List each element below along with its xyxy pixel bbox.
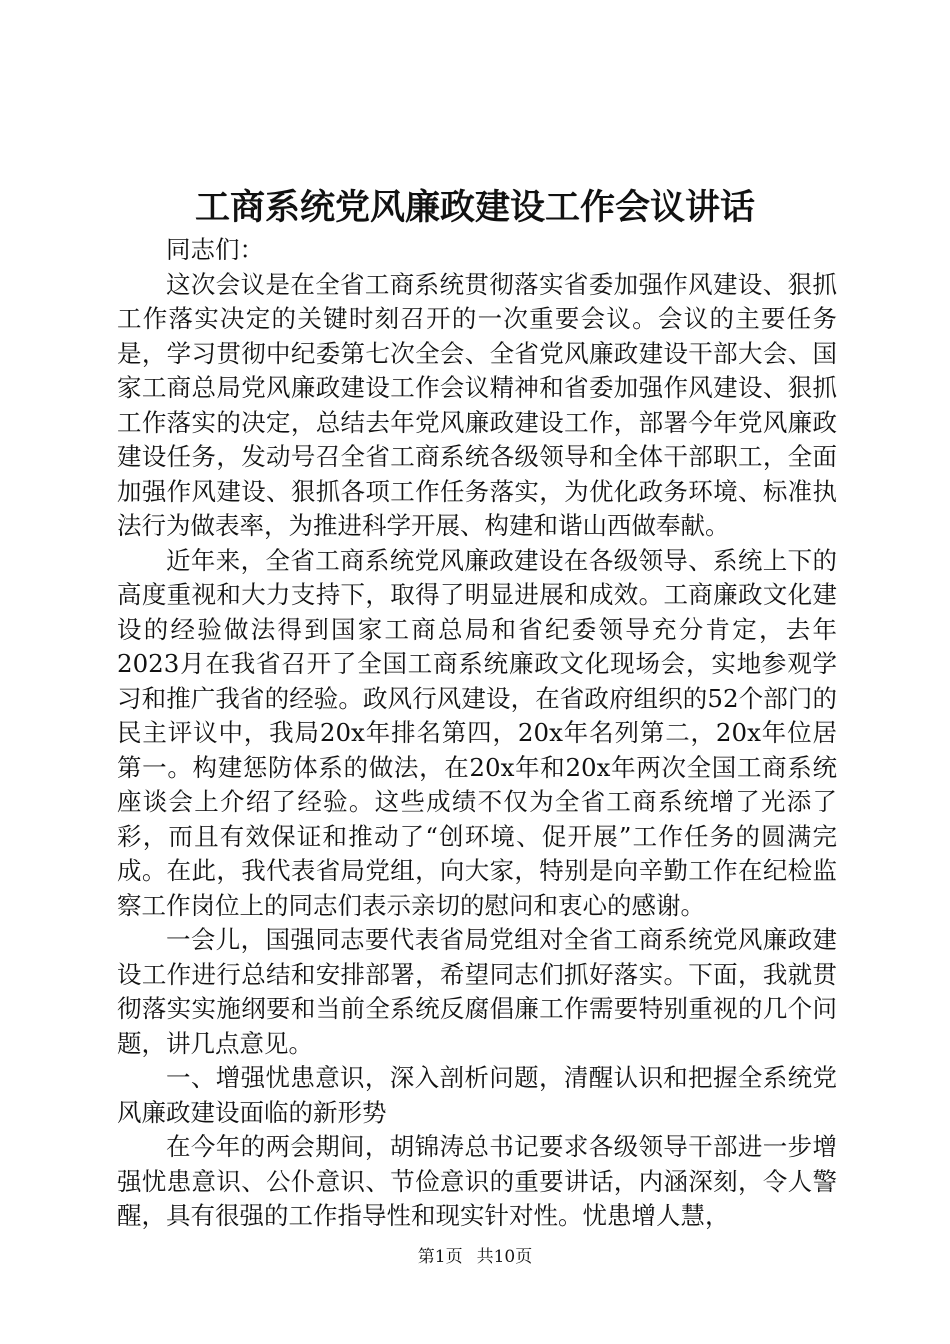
- paragraph-intro: 这次会议是在全省工商系统贯彻落实省委加强作风建设、狠抓工作落实决定的关键时刻召开的一次重要会议。会议的主要任务是，学习贯彻中纪委第七次全会、全省党风廉政建设干部大会、国家工商总局党风廉政建设工作会议精神和省委加强作风建设、狠抓工作落实的决定，总结去年党风廉政建设工作，部署今年党风廉政建设任务，发动号召全省工商系统各级领导和全体干部职工，全面加强作风建设、狠抓各项工作任务落实，为优化政务环境、标准执法行为做表率，为推进科学开展、构建和谐山西做奉献。: [117, 269, 837, 540]
- salutation: 同志们：: [166, 235, 264, 264]
- page-total: 共10页: [476, 1247, 533, 1267]
- paragraph-achievements: 近年来，全省工商系统党风廉政建设在各级领导、系统上下的高度重视和大力支持下，取得了明显进展和成效。工商廉政文化建设的经验做法得到国家工商总局和省纪委领导充分肯定，去年2023月在我省召开了全国工商系统廉政文化现场会，实地参观学习和推广我省的经验。政风行风建设，在省政府组织的52个部门的民主评议中，我局20x年排名第四，20x年名列第二，20x年位居第一。构建惩防体系的做法，在20x年和20x年两次全国工商系统座谈会上介绍了经验。这些成绩不仅为全省工商系统增了光添了彩，而且有效保证和推动了“创环境、促开展”工作任务的圆满完成。在此，我代表省局党组，向大家，特别是向辛勤工作在纪检监察工作岗位上的同志们表示亲切的慰问和衷心的感谢。: [117, 545, 837, 920]
- document-title: 工商系统党风廉政建设工作会议讲话: [194, 187, 755, 228]
- paragraph-agenda: 一会儿，国强同志要代表省局党组对全省工商系统党风廉政建设工作进行总结和安排部署，希望同志们抓好落实。下面，我就贯彻落实实施纲要和当前全系统反腐倡廉工作需要特别重视的几个问题，讲几点意见。: [117, 925, 837, 1058]
- section-heading: 一、增强忧患意识，深入剖析问题，清醒认识和把握全系统党风廉政建设面临的新形势: [117, 1063, 837, 1127]
- paragraph-section-body: 在今年的两会期间，胡锦涛总书记要求各级领导干部进一步增强忧患意识、公仆意识、节俭意识的重要讲话，内涵深刻，令人警醒，具有很强的工作指导性和现实针对性。忧患增人慧，: [117, 1132, 837, 1230]
- page-footer: [0, 1245, 950, 1269]
- page-number: 第1页: [417, 1247, 463, 1267]
- document-body: [117, 233, 837, 1234]
